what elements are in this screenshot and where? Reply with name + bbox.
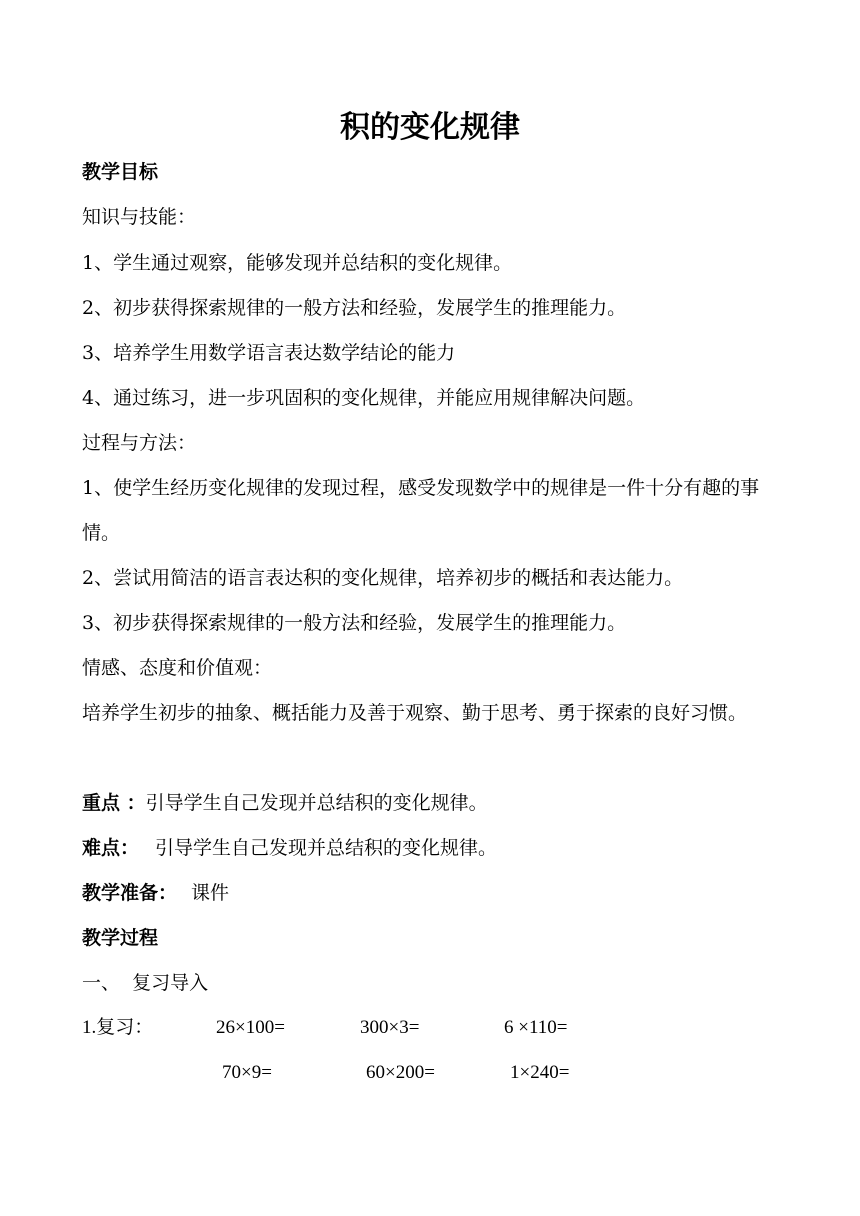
process-heading: 过程与方法： bbox=[82, 432, 197, 454]
process-item-1: 1、使学生经历变化规律的发现过程，感受发现数学中的规律是一件十分有趣的事情。 bbox=[82, 477, 760, 544]
knowledge-heading: 知识与技能： bbox=[82, 206, 197, 228]
review-label: 1.复习： bbox=[82, 1017, 154, 1038]
document-title: 积的变化规律 bbox=[340, 110, 520, 145]
key-point-label: 重点 ： bbox=[82, 792, 146, 814]
difficulty-point bbox=[82, 836, 782, 860]
review-expression: 70×9= bbox=[222, 1062, 272, 1083]
process-item-2: 2、尝试用简洁的语言表达积的变化规律，培养初步的概括和表达能力。 bbox=[82, 567, 684, 589]
review-expression: 1×240= bbox=[510, 1062, 570, 1083]
preparation bbox=[82, 881, 782, 905]
key-point-text: 引导学生自己发现并总结积的变化规律。 bbox=[145, 792, 488, 814]
preparation-text: 课件 bbox=[191, 882, 230, 904]
key-point bbox=[82, 791, 782, 815]
review-expression: 300×3= bbox=[360, 1017, 420, 1038]
difficulty-text: 引导学生自己发现并总结积的变化规律。 bbox=[155, 837, 498, 859]
review-expression: 26×100= bbox=[216, 1017, 285, 1038]
knowledge-item-3: 3、培养学生用数学语言表达数学结论的能力 bbox=[82, 342, 456, 364]
process-section-heading: 教学过程 bbox=[82, 927, 159, 949]
step-one-heading: 一、 复习导入 bbox=[82, 972, 209, 994]
preparation-label: 教学准备： bbox=[82, 882, 178, 904]
emotion-heading: 情感、态度和价值观： bbox=[82, 657, 273, 679]
knowledge-item-4: 4、通过练习，进一步巩固积的变化规律，并能应用规律解决问题。 bbox=[82, 387, 646, 409]
knowledge-item-2: 2、初步获得探索规律的一般方法和经验，发展学生的推理能力。 bbox=[82, 297, 627, 319]
goals-heading: 教学目标 bbox=[82, 161, 159, 183]
difficulty-label: 难点： bbox=[82, 837, 140, 859]
review-expression: 6 ×110= bbox=[504, 1017, 568, 1038]
emotion-text: 培养学生初步的抽象、概括能力及善于观察、勤于思考、勇于探索的良好习惯。 bbox=[82, 702, 748, 724]
knowledge-item-1: 1、学生通过观察，能够发现并总结积的变化规律。 bbox=[82, 252, 513, 274]
review-expression: 60×200= bbox=[366, 1062, 435, 1083]
process-item-3: 3、初步获得探索规律的一般方法和经验，发展学生的推理能力。 bbox=[82, 612, 627, 634]
